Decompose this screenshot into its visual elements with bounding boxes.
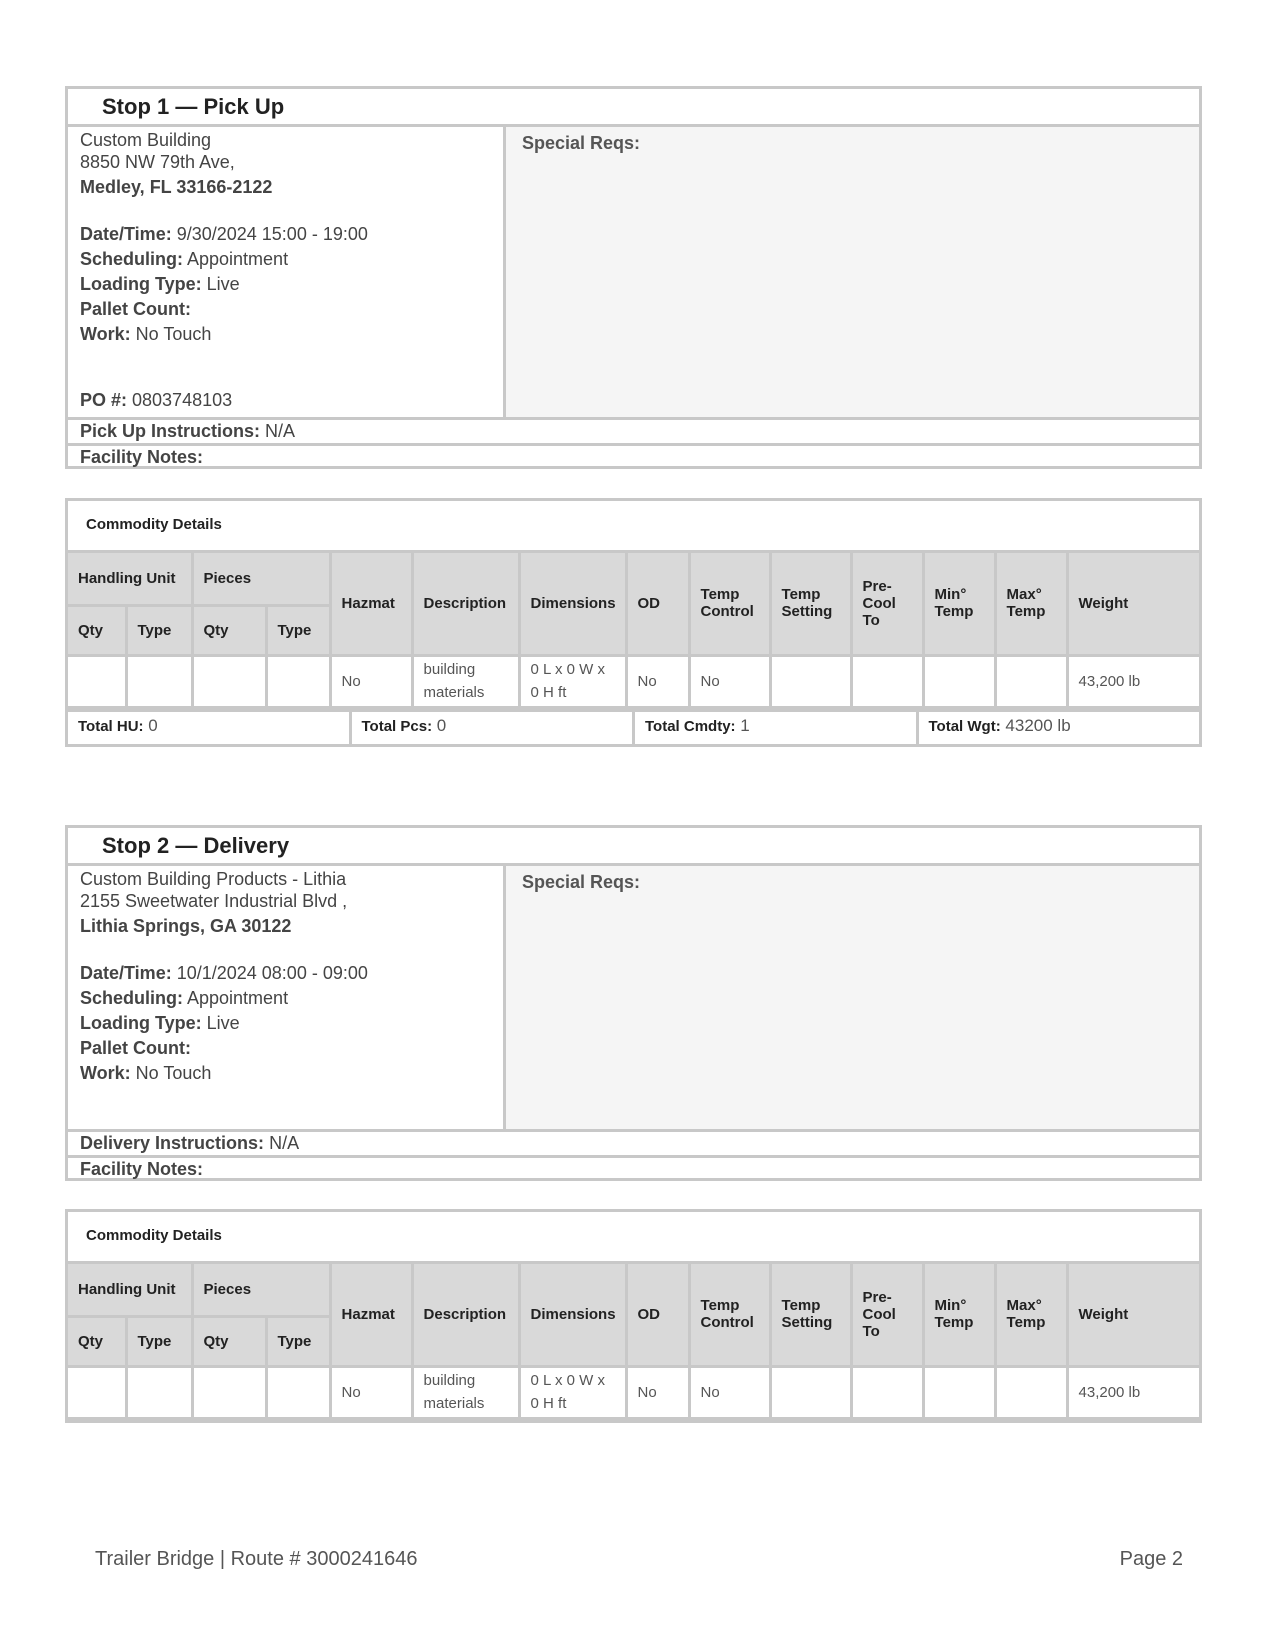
header-handling-unit: Handling Unit <box>68 1264 192 1316</box>
cell-dimensions: 0 L x 0 W x 0 H ft <box>519 655 626 707</box>
header-dimensions: Dimensions <box>519 1264 626 1366</box>
facility-notes-row: Facility Notes: <box>68 1155 1199 1178</box>
header-temp-control: Temp Control <box>689 1264 770 1366</box>
cell-weight: 43,200 lb <box>1067 1366 1199 1418</box>
cell-hu-qty <box>68 1366 126 1418</box>
commodity-title: Commodity Details <box>68 501 1199 553</box>
header-temp-control: Temp Control <box>689 553 770 655</box>
cell-min-temp <box>923 1366 995 1418</box>
cell-temp-setting <box>770 1366 851 1418</box>
instructions-row: Delivery Instructions: N/A <box>80 1133 300 1153</box>
cell-hazmat: No <box>330 1366 412 1418</box>
city-state-zip: Lithia Springs, GA 30122 <box>80 916 292 936</box>
header-pc-type: Type <box>266 1316 330 1366</box>
cell-temp-control: No <box>689 655 770 707</box>
header-description: Description <box>412 553 519 655</box>
header-handling-unit: Handling Unit <box>68 553 192 605</box>
stop-1-card <box>65 86 1202 469</box>
total-hu: Total HU: 0 <box>68 712 352 744</box>
cell-temp-setting <box>770 655 851 707</box>
header-od: OD <box>626 553 689 655</box>
header-description: Description <box>412 1264 519 1366</box>
cell-dimensions: 0 L x 0 W x 0 H ft <box>519 1366 626 1418</box>
cell-description: building materials <box>412 655 519 707</box>
header-hu-qty: Qty <box>68 1316 126 1366</box>
cell-hazmat: No <box>330 655 412 707</box>
pallet-count-row: Pallet Count: <box>80 1038 191 1058</box>
header-hazmat: Hazmat <box>330 1264 412 1366</box>
scheduling-row: Scheduling: Appointment <box>80 249 289 269</box>
cell-min-temp <box>923 655 995 707</box>
cell-precool <box>851 655 923 707</box>
special-reqs: Special Reqs: <box>506 866 1199 1129</box>
totals-row <box>68 709 1199 744</box>
commodity-table <box>68 553 1199 709</box>
header-min-temp: Min° Temp <box>923 553 995 655</box>
cell-pc-type <box>266 1366 330 1418</box>
header-precool: Pre-Cool To <box>851 1264 923 1366</box>
header-hazmat: Hazmat <box>330 553 412 655</box>
stop-address-block <box>68 866 506 1129</box>
header-od: OD <box>626 1264 689 1366</box>
commodity-title: Commodity Details <box>68 1212 1199 1264</box>
footer-page-number: Page 2 <box>1119 1548 1183 1570</box>
header-pieces: Pieces <box>192 553 330 605</box>
table-row <box>68 1366 1199 1418</box>
total-wgt: Total Wgt: 43200 lb <box>928 715 1071 735</box>
total-pcs: Total Pcs: 0 <box>352 712 636 744</box>
table-row <box>68 655 1199 707</box>
cell-max-temp <box>995 655 1067 707</box>
stop-title: Stop 2 — Delivery <box>68 828 1199 866</box>
facility-notes-row: Facility Notes: <box>68 443 1199 466</box>
stop-address-block <box>68 127 506 417</box>
work-row: Work: No Touch <box>80 324 212 344</box>
work-row: Work: No Touch <box>80 1063 212 1083</box>
cell-temp-control: No <box>689 1366 770 1418</box>
header-hu-type: Type <box>126 605 192 655</box>
header-pc-qty: Qty <box>192 1316 266 1366</box>
header-min-temp: Min° Temp <box>923 1264 995 1366</box>
cell-hu-type <box>126 655 192 707</box>
header-temp-setting: Temp Setting <box>770 1264 851 1366</box>
po-row: PO #: 0803748103 <box>80 390 233 410</box>
facility-name: Custom Building Products - Lithia <box>80 869 347 889</box>
pallet-count-row: Pallet Count: <box>80 299 191 319</box>
cell-precool <box>851 1366 923 1418</box>
cell-weight: 43,200 lb <box>1067 655 1199 707</box>
street-address: 2155 Sweetwater Industrial Blvd , <box>80 891 348 911</box>
header-max-temp: Max° Temp <box>995 1264 1067 1366</box>
loading-type-row: Loading Type: Live <box>80 1013 240 1033</box>
cell-hu-qty <box>68 655 126 707</box>
cell-pc-qty <box>192 655 266 707</box>
header-pc-qty: Qty <box>192 605 266 655</box>
cell-hu-type <box>126 1366 192 1418</box>
header-pc-type: Type <box>266 605 330 655</box>
header-temp-setting: Temp Setting <box>770 553 851 655</box>
cell-pc-qty <box>192 1366 266 1418</box>
street-address: 8850 NW 79th Ave, <box>80 152 235 172</box>
commodity-details-2 <box>65 1209 1202 1423</box>
header-weight: Weight <box>1067 1264 1199 1366</box>
city-state-zip: Medley, FL 33166-2122 <box>80 177 273 197</box>
special-reqs: Special Reqs: <box>506 127 1199 417</box>
cell-od: No <box>626 655 689 707</box>
facility-name: Custom Building <box>80 130 212 150</box>
cell-od: No <box>626 1366 689 1418</box>
cell-pc-type <box>266 655 330 707</box>
header-hu-type: Type <box>126 1316 192 1366</box>
cell-description: building materials <box>412 1366 519 1418</box>
header-precool: Pre-Cool To <box>851 553 923 655</box>
header-hu-qty: Qty <box>68 605 126 655</box>
stop-2-card <box>65 825 1202 1181</box>
stop-title: Stop 1 — Pick Up <box>68 89 1199 127</box>
header-dimensions: Dimensions <box>519 553 626 655</box>
commodity-table <box>68 1264 1199 1420</box>
footer-route: Trailer Bridge | Route # 3000241646 <box>95 1548 418 1570</box>
cell-max-temp <box>995 1366 1067 1418</box>
header-pieces: Pieces <box>192 1264 330 1316</box>
scheduling-row: Scheduling: Appointment <box>80 988 289 1008</box>
commodity-details-1 <box>65 498 1202 747</box>
datetime-row: Date/Time: 9/30/2024 15:00 - 19:00 <box>80 224 368 244</box>
instructions-row: Pick Up Instructions: N/A <box>80 421 296 441</box>
header-max-temp: Max° Temp <box>995 553 1067 655</box>
header-weight: Weight <box>1067 553 1199 655</box>
loading-type-row: Loading Type: Live <box>80 274 240 294</box>
total-cmdty: Total Cmdty: 1 <box>635 712 919 744</box>
datetime-row: Date/Time: 10/1/2024 08:00 - 09:00 <box>80 963 368 983</box>
